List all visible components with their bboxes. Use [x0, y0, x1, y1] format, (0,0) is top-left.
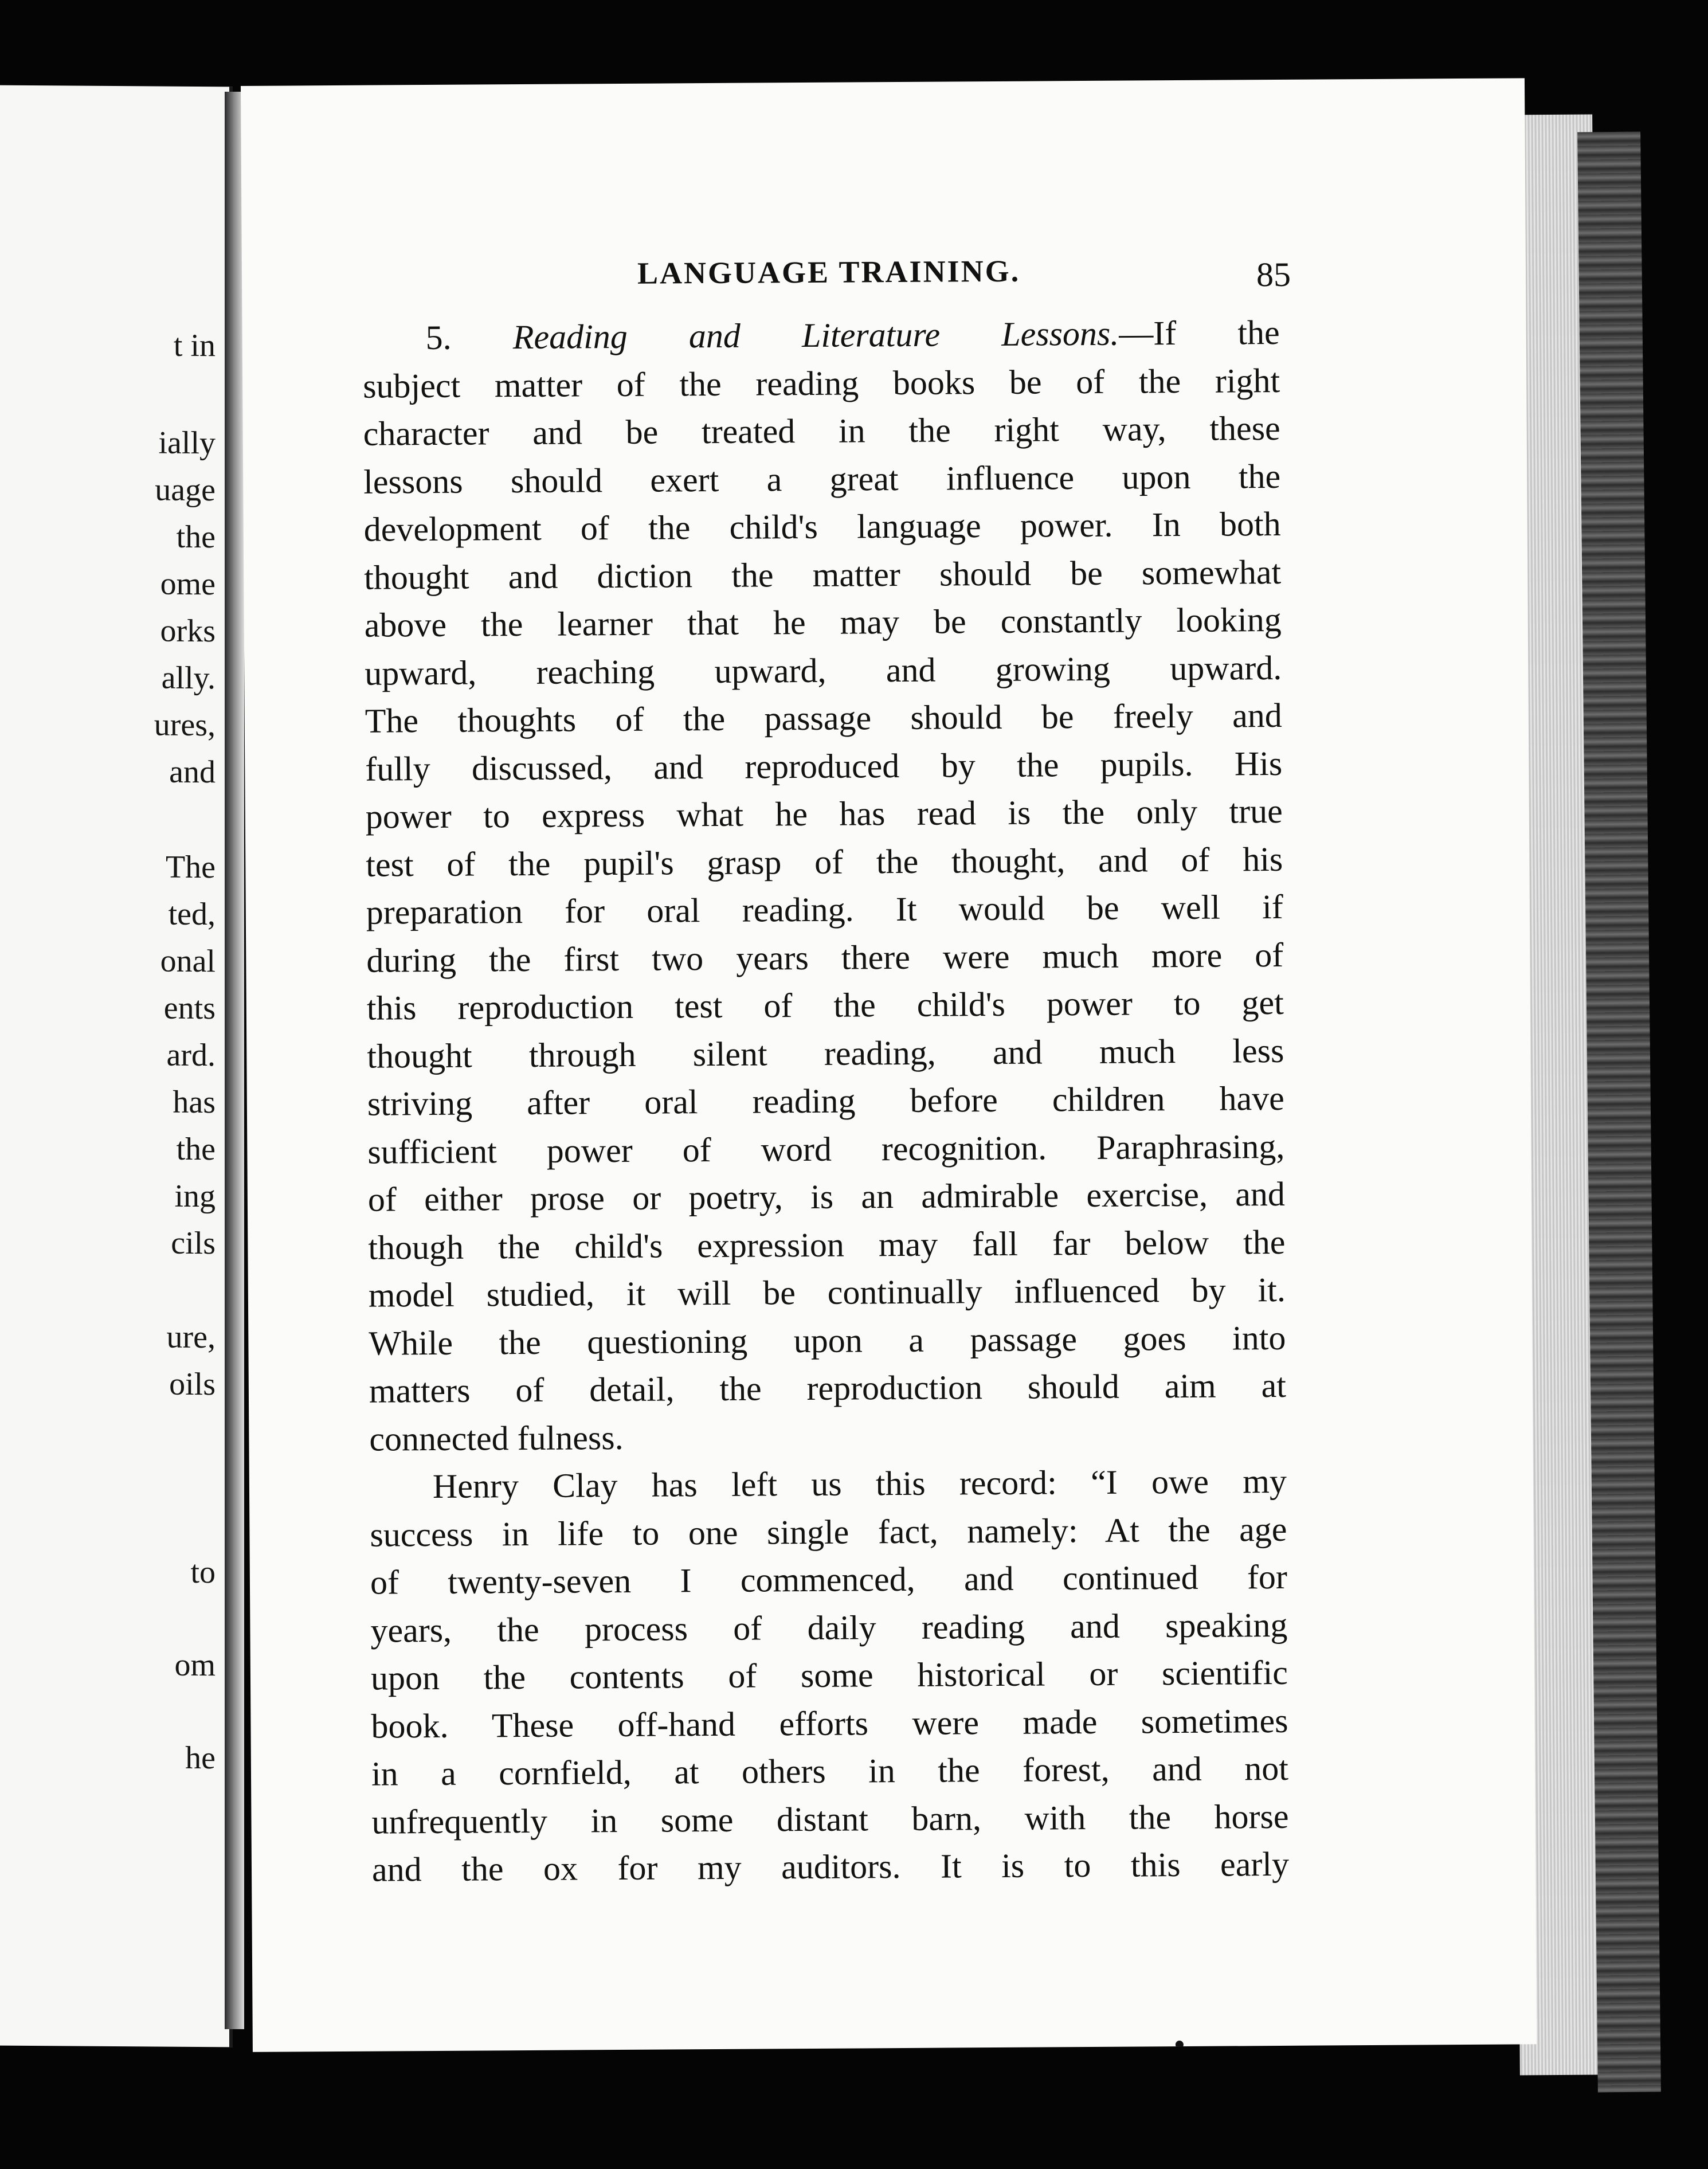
left-page-text-fragment: ome: [160, 566, 216, 602]
paragraph-2-line: Henry Clay has left us this record: “I owe my: [432, 1462, 1287, 1505]
left-page-text-fragment: oils: [169, 1366, 216, 1403]
paragraph-1-line: subject matter of the reading books be of the right: [362, 361, 1280, 405]
left-page-text-fragment: ally.: [161, 660, 216, 696]
paragraph-1-line: If the: [1153, 313, 1280, 353]
left-page-text-fragment: ents: [163, 990, 216, 1027]
left-page-text-fragment: to: [190, 1554, 216, 1591]
paragraph-2-line: success in life to one single fact, namely: At the age: [370, 1510, 1287, 1554]
page-number: 85: [1256, 255, 1291, 294]
paragraph-2-line: unfrequently in some distant barn, with the horse: [371, 1797, 1289, 1841]
running-head-title: LANGUAGE TRAINING.: [637, 253, 1021, 291]
book-gutter: [225, 92, 244, 2029]
left-page-text-fragment: ing: [174, 1178, 216, 1215]
left-page-text-fragment: The: [165, 849, 216, 886]
paragraph-1-line: striving after oral reading before children have: [367, 1079, 1285, 1123]
paragraph-1-line: power to express what he has read is the only true: [365, 792, 1283, 836]
paragraph-2: [370, 1458, 1290, 1894]
paragraph-1-line: connected fulness.: [369, 1418, 624, 1458]
left-page-text-fragment: the: [176, 1131, 216, 1168]
left-page-text-fragment: orks: [160, 613, 216, 649]
paragraph-1-line: upward, reaching upward, and growing upward.: [365, 648, 1282, 692]
paragraph-2-line: book. These off-hand efforts were made sometimes: [371, 1701, 1288, 1745]
paragraph-1-line: of either prose or poetry, is an admirable exercise, and: [367, 1174, 1286, 1219]
paragraph-1-line: test of the pupil's grasp of the thought, and of his: [366, 840, 1283, 884]
left-page-text-fragment: onal: [160, 943, 216, 980]
paragraph-1-line: The thoughts of the passage should be freely and: [365, 696, 1282, 740]
section-dash: —: [1119, 314, 1154, 353]
section-title: Reading and Literature Lessons.: [512, 314, 1119, 357]
left-page-text-fragment: he: [185, 1740, 216, 1776]
left-page-text-fragment: has: [173, 1084, 216, 1121]
paragraph-1-line: matters of detail, the reproduction should aim at: [369, 1366, 1287, 1410]
paragraph-1-line: above the learner that he may be constantly looking: [364, 600, 1282, 644]
left-page-text-fragment: ard.: [166, 1037, 216, 1074]
left-page-text-fragment: ially: [158, 425, 216, 461]
paragraph-1-line: lessons should exert a great influence upon the: [363, 457, 1281, 501]
paragraph-2-line: upon the contents of some historical or scientific: [370, 1653, 1288, 1697]
left-page-text-fragment: ures,: [154, 707, 216, 743]
paragraph-2-line: of twenty-seven I commenced, and continued for: [370, 1557, 1288, 1602]
section-number: 5.: [425, 318, 452, 357]
paragraph-1-line: development of the child's language power. In both: [363, 504, 1281, 549]
paragraph-1-line: thought and diction the matter should be somewhat: [364, 553, 1282, 597]
left-page-text-fragment: cils: [171, 1225, 216, 1262]
left-page-text-fragment: ure,: [166, 1319, 216, 1356]
paragraph-2-line: and the ox for my auditors. It is to this early: [371, 1845, 1290, 1889]
running-head: [242, 250, 1526, 294]
paragraph-1-first-line: [362, 309, 1279, 362]
left-page-text-fragment: om: [174, 1647, 216, 1683]
left-page-text-fragment: uage: [155, 472, 216, 508]
left-page-text-fragment: t in: [173, 327, 216, 364]
paragraph-2-line: years, the process of daily reading and speaking: [370, 1606, 1288, 1650]
paragraph-1-line: fully discussed, and reproduced by the pupils. His: [365, 744, 1283, 788]
ink-speck: [1176, 2041, 1184, 2049]
paragraph-1-line: character and be treated in the right way, these: [363, 409, 1280, 453]
paragraph-1-line: thought through silent reading, and much less: [367, 1031, 1284, 1075]
left-page-text-fragment: ted,: [168, 896, 216, 933]
right-page: [241, 78, 1537, 2052]
paragraph-1-line: during the first two years there were much more of: [366, 935, 1284, 980]
paragraph-2-line: in a cornfield, at others in the forest, and not: [371, 1749, 1289, 1793]
left-facing-page: [0, 85, 233, 2047]
paragraph-1-line: While the questioning upon a passage goes into: [369, 1318, 1286, 1363]
left-page-text-fragment: and: [169, 754, 216, 790]
paragraph-1-line: preparation for oral reading. It would be well if: [366, 887, 1283, 931]
body-text: [362, 309, 1289, 1894]
paragraph-1-line: though the child's expression may fall far below the: [368, 1223, 1286, 1267]
paragraph-1-line: sufficient power of word recognition. Paraphrasing,: [367, 1127, 1285, 1171]
paragraph-1-line: this reproduction test of the child's power to get: [366, 983, 1284, 1027]
paragraph-1-line: model studied, it will be continually influenced by it.: [368, 1270, 1286, 1314]
paragraph-1: [362, 309, 1286, 1463]
left-page-text-fragment: the: [176, 519, 216, 555]
